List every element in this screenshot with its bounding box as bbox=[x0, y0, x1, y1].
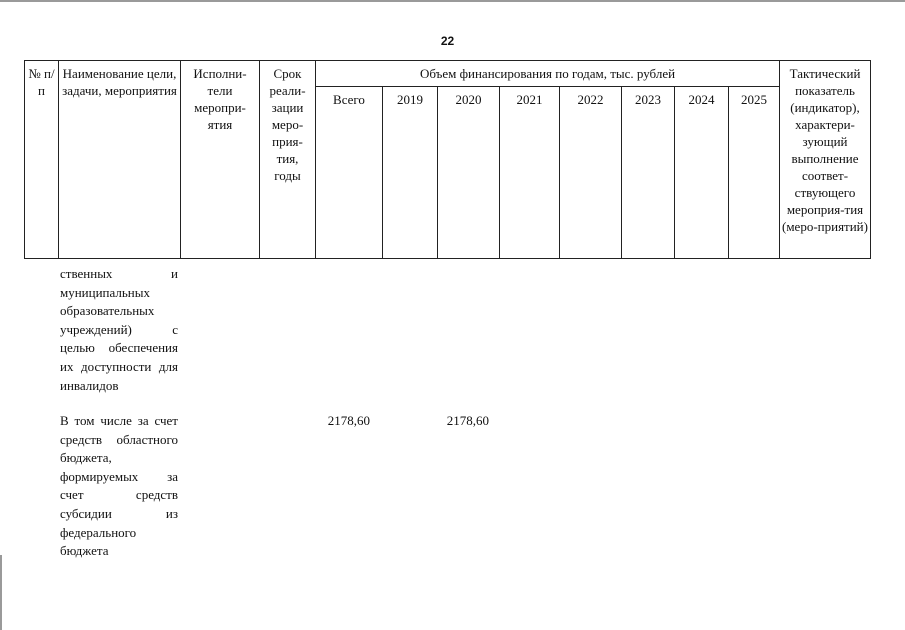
header-name: Наименование цели, задачи, мероприятия bbox=[59, 61, 181, 259]
header-year-2020: 2020 bbox=[438, 87, 500, 259]
scan-edge-left bbox=[0, 555, 2, 630]
row-value-2020: 2178,60 bbox=[446, 413, 489, 428]
header-year-2019: 2019 bbox=[383, 87, 438, 259]
header-year-2022: 2022 bbox=[560, 87, 622, 259]
header-indicator: Тактический показатель (индикатор), характери-зующий выполнение соответ-ствующего мероприя-тия (меро-приятий) bbox=[780, 61, 871, 259]
row-value-total: 2178,60 bbox=[327, 413, 370, 428]
header-executors: Исполни-тели меропри-ятия bbox=[181, 61, 260, 259]
header-year-2024: 2024 bbox=[675, 87, 729, 259]
header-total: Всего bbox=[316, 87, 383, 259]
row-description-continued: ственных и муниципальных образовательных учреждений) с целью обеспечения их доступности для инвалидов bbox=[60, 266, 178, 393]
header-year-2021: 2021 bbox=[500, 87, 560, 259]
scan-edge-top bbox=[0, 0, 905, 2]
header-num: № п/п bbox=[25, 61, 59, 259]
financing-table bbox=[24, 60, 871, 259]
row-description-subsidy: В том числе за счет средств областного бюджета, формируемых за счет средств субсидии из федерального бюджета bbox=[60, 413, 178, 559]
header-year-2025: 2025 bbox=[729, 87, 780, 259]
page-number: 22 bbox=[440, 34, 455, 48]
header-financing: Объем финансирования по годам, тыс. рублей bbox=[316, 61, 780, 87]
header-term: Срок реали-зации меро-прия-тия, годы bbox=[260, 61, 316, 259]
header-year-2023: 2023 bbox=[622, 87, 675, 259]
